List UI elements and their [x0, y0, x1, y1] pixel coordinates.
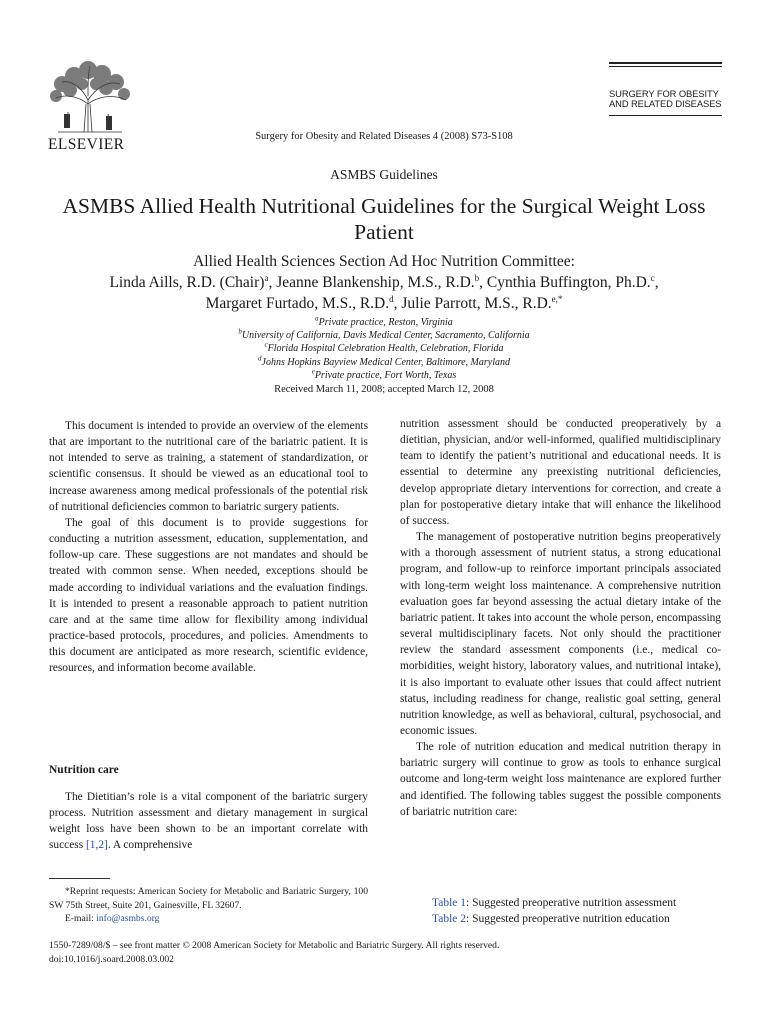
reprint-note: *Reprint requests: American Society for Metabolic and Bariatric Surgery, 100 SW 75th Street, Suite 201, Gainesville, FL 32607. [49, 886, 368, 911]
affiliation-marker: b [238, 327, 242, 336]
author-name: Julie Parrott, M.S., R.D. [401, 295, 552, 312]
affiliation-text: University of California, Davis Medical Center, Sacramento, California [241, 330, 530, 342]
table-1-caption: : Suggested preoperative nutrition assessment [466, 897, 677, 909]
section-heading-nutrition-care: Nutrition care [49, 764, 119, 776]
author-affiliation-marker: a [264, 272, 269, 283]
article-title: ASMBS Allied Health Nutritional Guidelines for the Surgical Weight Loss Patient [62, 194, 706, 244]
paragraph: The role of nutrition education and medical nutrition therapy in bariatric surgery will continue to grow as tools to enhance surgical outcome and long-term weight loss maintenance are explored further and identified. The following tables suggest the possible components of bariatric nutrition care: [400, 741, 721, 818]
email-label: E-mail: [65, 913, 97, 924]
paragraph-tail: . A comprehensive [107, 839, 193, 852]
reference-link[interactable]: [1,2] [86, 839, 108, 852]
author-affiliation-marker: d [389, 293, 394, 304]
section-label: ASMBS Guidelines [330, 167, 438, 182]
author-name: Cynthia Buffington, Ph.D. [486, 274, 651, 291]
affiliation-line [0, 356, 768, 369]
affiliation-marker: e [311, 367, 315, 376]
author-name: Jeanne Blankenship, M.S., R.D. [276, 274, 475, 291]
affiliation-line [0, 342, 768, 355]
committee-line: Allied Health Sciences Section Ad Hoc Nutrition Committee: [193, 253, 575, 270]
table-2-link[interactable]: Table 2 [432, 913, 467, 926]
journal-rule-top-thin [609, 66, 722, 67]
email-line [49, 912, 368, 926]
affiliation-text: Johns Hopkins Bayview Medical Center, Baltimore, Maryland [261, 356, 510, 368]
left-column-intro [49, 418, 368, 677]
journal-citation: Surgery for Obesity and Related Diseases 4 (2008) S73-S108 [255, 131, 513, 142]
affiliation-text: Florida Hospital Celebration Health, Celebration, Florida [267, 343, 504, 355]
doi-line: doi:10.1016/j.soard.2008.03.002 [49, 953, 174, 965]
journal-name-line1: SURGERY FOR OBESITY [609, 88, 719, 99]
footnote [49, 885, 368, 926]
paragraph: The management of postoperative nutrition begins preoperatively with a thorough assessment of nutrient status, a strong educational program, and follow-up to reinforce important principals associated with long-term weight loss maintenance. A comprehensive nutrition evaluation goes far beyond assessing the actual dietary intake of the bariatric patient. It takes into account the whole person, encompassing several multidisciplinary facets. Not only should the practitioner review the standard assessment components (i.e., medical co-morbidities, weight history, laboratory values, and nutritional intake), it is also important to evaluate other issues that could affect nutrient status, including readiness for change, realistic goal setting, general nutrition knowledge, as well as behavioral, cultural, psychosocial, and economic issues. [400, 531, 721, 737]
table-1-link[interactable]: Table 1 [432, 897, 467, 909]
affiliation-marker: d [258, 354, 262, 363]
copyright-line: 1550-7289/08/$ – see front matter © 2008 American Society for Metabolic and Bariatric Surgery. All rights reserved. [49, 940, 500, 951]
publisher-name: ELSEVIER [48, 136, 125, 153]
journal-name [609, 89, 734, 109]
table-item [432, 895, 676, 911]
paragraph: This document is intended to provide an overview of the elements that are important to the nutritional care of the bariatric patient. It is not intended to serve as training, a statement of standardization, or scientific consensus. It should be viewed as an educational tool to increase awareness among medical professionals of the potential risk of nutritional deficiencies common to bariatric surgery patients. [49, 420, 368, 513]
author-separator: , [268, 274, 277, 291]
author-separator: , [479, 274, 487, 291]
author-name: Linda Aills, R.D. (Chair) [109, 274, 265, 291]
affiliation-marker: a [315, 314, 319, 323]
affiliation-line [0, 369, 768, 382]
author-affiliation-marker: e,* [551, 293, 563, 304]
affiliation-text: Private practice, Reston, Virginia [318, 317, 453, 328]
author-list [40, 272, 728, 314]
elsevier-tree-logo [48, 60, 132, 134]
author-affiliation-marker: b [474, 272, 480, 283]
journal-name-line2: AND RELATED DISEASES [609, 98, 722, 109]
page-footer [49, 939, 499, 966]
email-link[interactable]: info@asmbs.org [96, 913, 160, 924]
paragraph: The goal of this document is to provide suggestions for conducting a nutrition assessment, education, supplementation, and follow-up care. These suggestions are not mandates and should be treated with common sense. When needed, exceptions should be made according to individual variations and the evaluation findings. It is intended to present a reasonable approach to patient nutrition care and at the same time allow for flexibility among individual practice-based protocols, procedures, and policies. Amendments to this document are anticipated as more research, scientific evidence, resources, and information become available. [49, 516, 368, 675]
paragraph-text: The Dietitian’s role is a vital component of the bariatric surgery process. Nutrition assessment and dietary management in surgical weight loss have been shown to be an important correlate with success [49, 791, 368, 852]
author-separator: , [393, 295, 402, 312]
table-2-caption: : Suggested preoperative nutrition education [466, 913, 670, 926]
author-name: Margaret Furtado, M.S., R.D. [205, 295, 390, 312]
journal-rule-top [609, 62, 722, 64]
paragraph: nutrition assessment should be conducted preoperatively by a dietitian, physician, and/or well-informed, qualified multidisciplinary team to identify the patient’s nutritional and educational needs. It is essential to determine any preexisting nutritional deficiencies, develop appropriate dietary interventions for correction, and create a plan for postoperative dietary intake that will enhance the likelihood of success. [400, 418, 721, 527]
footnote-rule [49, 878, 110, 879]
author-affiliation-marker: c [650, 272, 655, 283]
table-list [432, 895, 676, 927]
received-dates: Received March 11, 2008; accepted March 12, 2008 [274, 384, 494, 395]
table-item [432, 911, 676, 927]
left-column-nutrition [49, 789, 368, 854]
author-separator: , [654, 274, 659, 291]
affiliation-text: Private practice, Fort Worth, Texas [314, 369, 457, 381]
affiliation-marker: c [264, 341, 268, 350]
paragraph [49, 789, 368, 854]
right-column [400, 416, 721, 820]
journal-rule-bottom [609, 115, 722, 116]
affiliations [0, 316, 768, 382]
affiliation-line [0, 329, 768, 342]
affiliation-line [0, 316, 768, 329]
author-block [40, 251, 728, 314]
